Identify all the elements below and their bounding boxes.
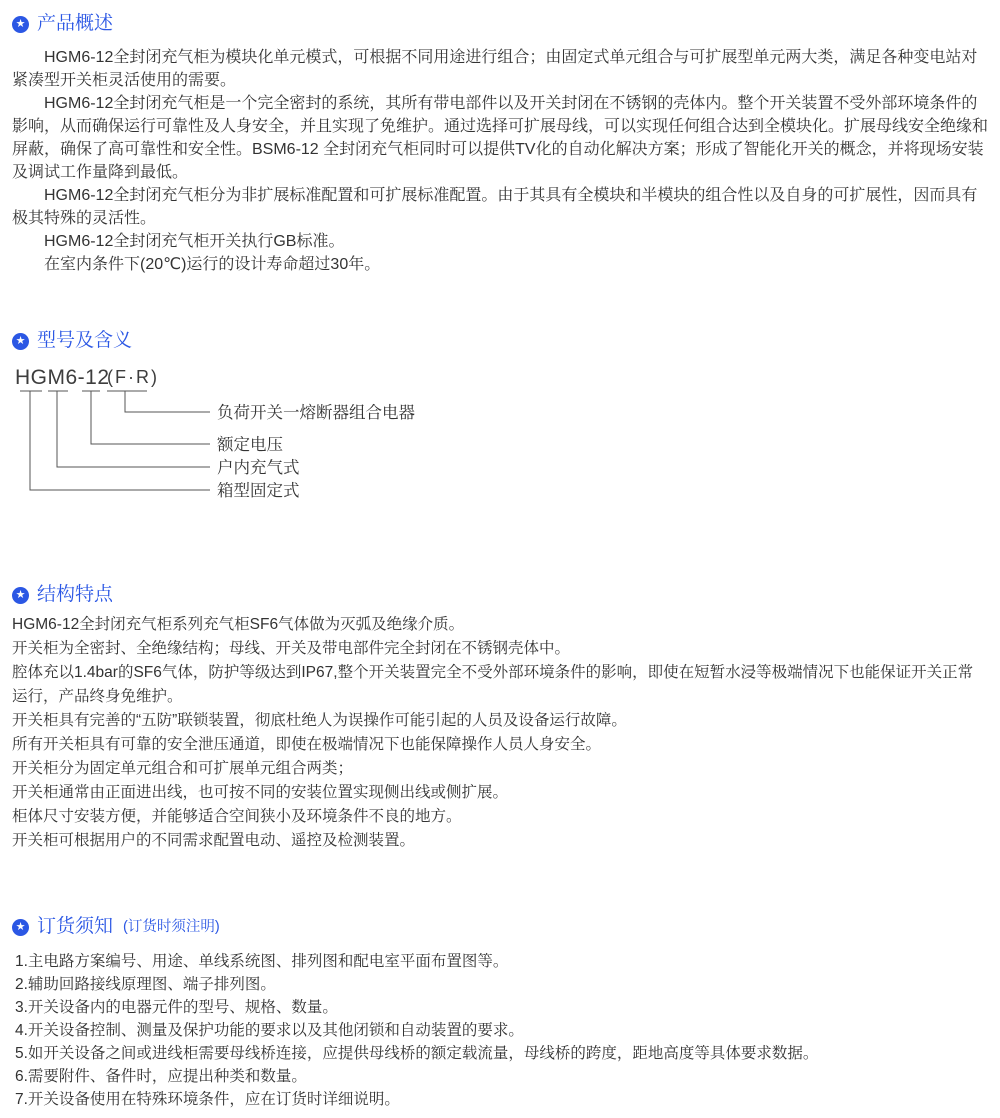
- model-suffix: (F·R): [107, 367, 159, 387]
- model-label: 户内充气式: [217, 459, 300, 477]
- circled-star-icon: ★: [12, 587, 29, 604]
- section-title-overview: [12, 13, 988, 35]
- features-body: [12, 613, 988, 853]
- paragraph: HGM6-12全封闭充气柜分为非扩展标准配置和可扩展标准配置。由于其具有全模块和半模块的组合性以及自身的可扩展性，因而具有极其特殊的灵活性。: [12, 187, 978, 227]
- model-designation-diagram: [12, 362, 988, 502]
- feature-item: 开关柜具有完善的“五防”联锁装置，彻底杜绝人为误操作可能引起的人员及设备运行故障。: [12, 712, 627, 729]
- ordering-item: 7.开关设备使用在特殊环境条件，应在订货时详细说明。: [15, 1091, 400, 1108]
- ordering-item: 5.如开关设备之间或进线柜需要母线桥连接，应提供母线桥的额定载流量，母线桥的跨度，距地高度等具体要求数据。: [15, 1045, 819, 1062]
- feature-item: 开关柜通常由正面进出线，也可按不同的安装位置实现侧出线或侧扩展。: [12, 784, 509, 801]
- feature-item: 开关柜分为固定单元组合和可扩展单元组合两类；: [12, 760, 354, 777]
- feature-item: 腔体充以1.4bar的SF6气体，防护等级达到IP67,整个开关装置完全不受外部环境条件的影响，即使在短暂水浸等极端情况下也能保证开关正常运行，产品终身免维护。: [12, 664, 974, 705]
- overview-body: [12, 46, 988, 276]
- model-code: HGM6-12: [15, 366, 110, 389]
- feature-item: 所有开关柜具有可靠的安全泄压通道，即使在极端情况下也能保障操作人员人身安全。: [12, 736, 602, 753]
- callout-line: [57, 391, 210, 467]
- section-title-features: [12, 584, 988, 606]
- circled-star-icon: ★: [12, 919, 29, 936]
- section-title-text: 型号及含义: [37, 330, 133, 351]
- circled-star-icon: ★: [12, 16, 29, 33]
- section-title-text: 产品概述: [37, 13, 114, 34]
- ordering-item: 4.开关设备控制、测量及保护功能的要求以及其他闭锁和自动装置的要求。: [15, 1022, 524, 1039]
- paragraph: 在室内条件下(20℃)运行的设计寿命超过30年。: [44, 256, 381, 273]
- ordering-item: 6.需要附件、备件时，应提出种类和数量。: [15, 1068, 307, 1085]
- feature-item: 开关柜为全密封、全绝缘结构；母线、开关及带电部件完全封闭在不锈钢壳体中。: [12, 640, 571, 657]
- circled-star-icon: ★: [12, 333, 29, 350]
- section-overview: [12, 13, 988, 276]
- model-label: 负荷开关一熔断器组合电器: [217, 404, 415, 422]
- ordering-item: 1.主电路方案编号、用途、单线系统图、排列图和配电室平面布置图等。: [15, 953, 509, 970]
- model-label: 额定电压: [217, 436, 283, 454]
- feature-item: HGM6-12全封闭充气柜系列充气柜SF6气体做为灭弧及绝缘介质。: [12, 616, 465, 633]
- section-subtitle-text: (订货时须注明): [123, 919, 220, 935]
- feature-item: 开关柜可根据用户的不同需求配置电动、遥控及检测装置。: [12, 832, 416, 849]
- section-ordering: [12, 916, 988, 1111]
- paragraph: HGM6-12全封闭充气柜开关执行GB标准。: [44, 233, 345, 250]
- section-title-text: 订货须知: [37, 916, 114, 937]
- section-model: [12, 330, 988, 502]
- section-title-model: [12, 330, 988, 352]
- callout-line: [91, 391, 210, 444]
- model-label: 箱型固定式: [217, 482, 300, 500]
- callout-line: [125, 391, 210, 412]
- ordering-item: 3.开关设备内的电器元件的型号、规格、数量。: [15, 999, 338, 1016]
- feature-item: 柜体尺寸安装方便，并能够适合空间狭小及环境条件不良的地方。: [12, 808, 462, 825]
- paragraph: HGM6-12全封闭充气柜为模块化单元模式，可根据不同用途进行组合；由固定式单元组合与可扩展型单元两大类，满足各种变电站对紧凑型开关柜灵活使用的需要。: [12, 49, 978, 89]
- paragraph: HGM6-12全封闭充气柜是一个完全密封的系统，其所有带电部件以及开关封闭在不锈钢的壳体内。整个开关装置不受外部环境条件的影响，从而确保运行可靠性及人身安全，并且实现了免维护。通过选择可扩展母线，可以实现任何组合达到全模块化。扩展母线安全绝缘和屏蔽，确保了高可靠性和安全性。BSM6-12 全封闭充气柜同时可以提供TV化的自动化解决方案；形成了智能化开关的概念，并将现场安装及调试工作量降到最低。: [12, 95, 989, 181]
- section-features: [12, 584, 988, 853]
- ordering-item: 2.辅助回路接线原理图、端子排列图。: [15, 976, 276, 993]
- section-title-text: 结构特点: [37, 584, 114, 605]
- ordering-body: [12, 950, 988, 1111]
- section-title-ordering: [12, 916, 988, 938]
